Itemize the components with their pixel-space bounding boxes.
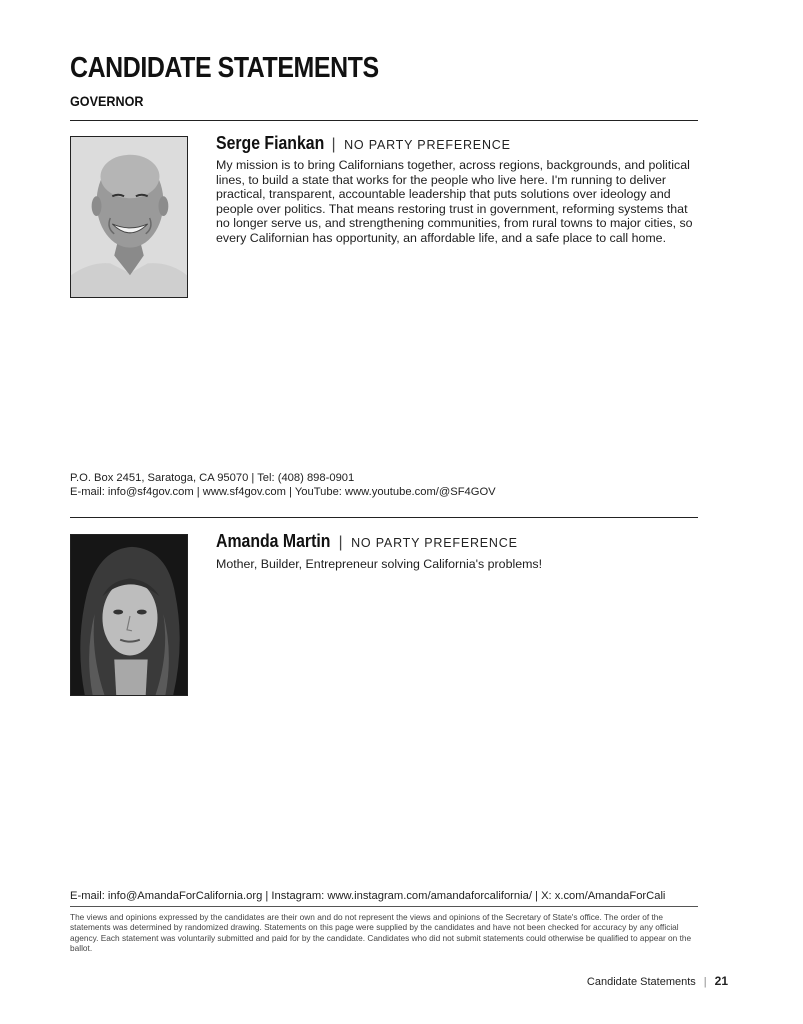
party-preference: NO PARTY PREFERENCE (351, 536, 518, 550)
contact-web-line: E-mail: info@AmandaForCalifornia.org | Instagram: www.instagram.com/amandaforcalifornia/ | X: x.com/AmandaForCali (70, 890, 666, 902)
name-party-separator: | (331, 136, 336, 153)
candidate-header-serge-fiankan (216, 133, 511, 154)
candidate-contact-amanda-martin (70, 889, 665, 903)
section-divider (70, 120, 698, 121)
contact-address-line: P.O. Box 2451, Saratoga, CA 95070 | Tel: (408) 898-0901 (70, 472, 355, 484)
candidate-header-amanda-martin (216, 531, 518, 552)
candidate-name: Serge Fiankan (216, 133, 325, 153)
candidate-name: Amanda Martin (216, 531, 331, 551)
candidate-contact-serge-fiankan (70, 471, 496, 500)
page-footer (587, 974, 728, 988)
candidate-photo-serge-fiankan (70, 136, 188, 298)
footer-divider: | (703, 976, 707, 988)
footer-label: Candidate Statements (586, 976, 696, 988)
candidate-statement: My mission is to bring Californians together, across regions, backgrounds, and political lines, to build a state that works for the people who live here. I'm running to deliver practical, transparent, accountable leadership that puts solutions over ideology and people over politics. That means restoring trust in government, reforming systems that no longer serve us, and strengthening communities, from rural towns to major cities, so every Californian has opportunity, an affordable life, and a safe place to call home. (216, 158, 693, 245)
party-preference: NO PARTY PREFERENCE (344, 138, 511, 152)
section-heading: GOVERNOR (70, 93, 144, 109)
candidate-divider (70, 517, 698, 518)
name-party-separator: | (338, 534, 343, 551)
candidate-statement: Mother, Builder, Entrepreneur solving California's problems! (216, 557, 543, 571)
disclaimer-divider (70, 906, 698, 907)
page-number: 21 (714, 974, 728, 988)
disclaimer-text: The views and opinions expressed by the candidates are their own and do not represent the views and opinions of the Secretary of State's office. The order of the statements was determined by randomized drawing. Statements on this page were supplied by the candidates and have not been checked for accuracy by any official agency. Each statement was voluntarily submitted and paid for by the candidate. Candidates who did not submit statements could otherwise be qualified to appear on the ballot. (70, 912, 692, 954)
page-title: CANDIDATE STATEMENTS (70, 52, 379, 84)
contact-web-line: E-mail: info@sf4gov.com | www.sf4gov.com | YouTube: www.youtube.com/@SF4GOV (70, 486, 496, 499)
candidate-photo-amanda-martin (70, 534, 188, 696)
